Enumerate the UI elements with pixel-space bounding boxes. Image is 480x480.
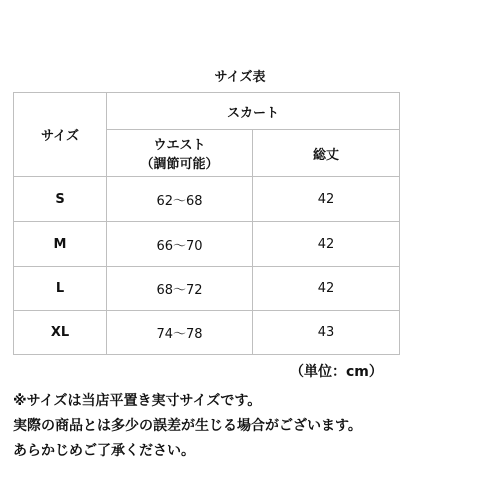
note-line: ※サイズは当店平置き実寸サイズです。 bbox=[13, 393, 262, 409]
size-column-header: サイズ bbox=[14, 93, 107, 177]
waist-cell: 62〜68 bbox=[107, 177, 253, 222]
length-cell: 43 bbox=[253, 311, 400, 355]
note-line: あらかじめご了承ください。 bbox=[13, 443, 195, 459]
waist-cell: 74〜78 bbox=[107, 311, 253, 355]
skirt-header: スカート bbox=[107, 93, 400, 130]
length-header: 総丈 bbox=[253, 130, 400, 177]
size-table bbox=[13, 92, 400, 355]
header-row-1 bbox=[14, 93, 400, 130]
notes bbox=[13, 389, 475, 464]
table-row bbox=[14, 222, 400, 267]
length-cell: 42 bbox=[253, 222, 400, 267]
length-cell: 42 bbox=[253, 177, 400, 222]
size-cell: XL bbox=[14, 311, 107, 355]
size-cell: S bbox=[14, 177, 107, 222]
waist-cell: 66〜70 bbox=[107, 222, 253, 267]
size-cell: M bbox=[14, 222, 107, 267]
table-row bbox=[14, 311, 400, 355]
waist-header-label: ウエスト bbox=[153, 138, 206, 153]
unit-note: （単位：cm） bbox=[290, 364, 383, 380]
waist-header bbox=[107, 130, 253, 177]
note-line: 実際の商品とは多少の誤差が生じる場合がございます。 bbox=[13, 418, 362, 434]
page-title: サイズ表 bbox=[214, 70, 266, 85]
length-cell: 42 bbox=[253, 267, 400, 311]
waist-cell: 68〜72 bbox=[107, 267, 253, 311]
table-row bbox=[14, 267, 400, 311]
waist-header-sublabel: （調節可能） bbox=[140, 157, 219, 172]
table-row bbox=[14, 177, 400, 222]
size-cell: L bbox=[14, 267, 107, 311]
